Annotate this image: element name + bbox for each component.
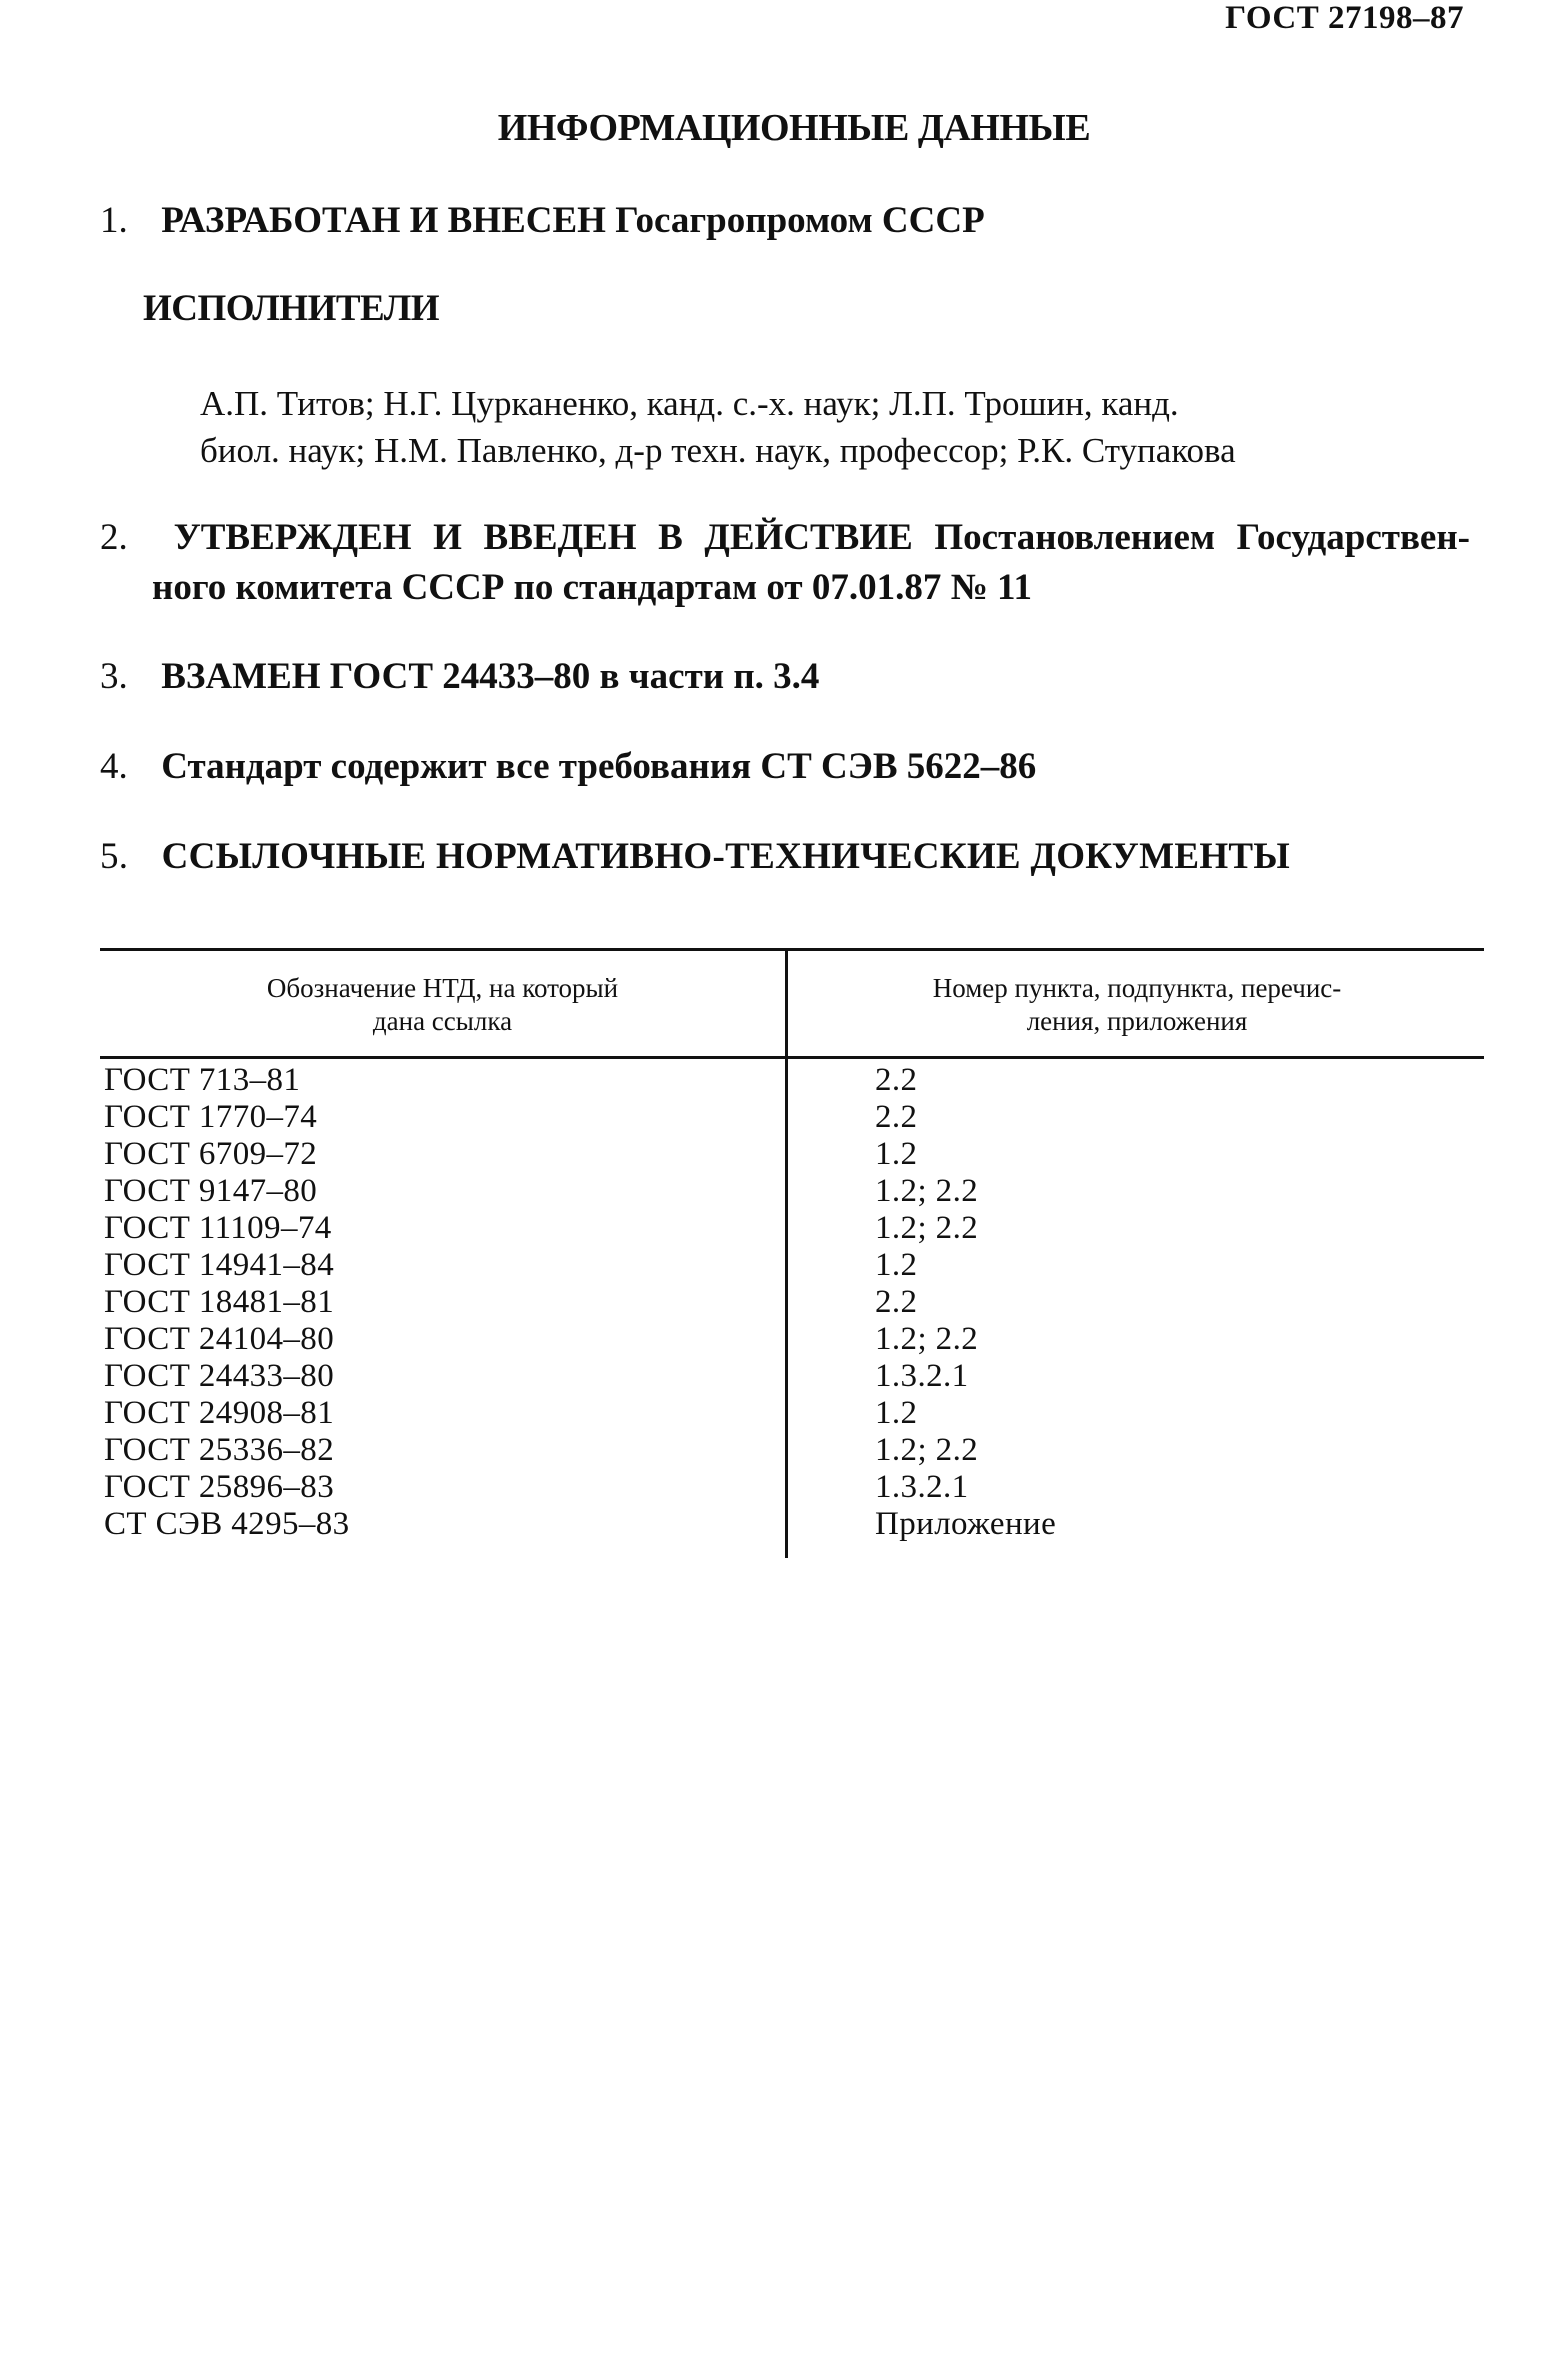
table-header-clause bbox=[790, 972, 1484, 1038]
table-row bbox=[100, 1136, 1484, 1173]
page-title: ИНФОРМАЦИОННЫЕ ДАННЫЕ bbox=[497, 107, 1091, 149]
header-line: Номер пункта, подпункта, перечис- bbox=[932, 973, 1342, 1003]
cell-clause: 1.3.2.1 bbox=[875, 1358, 969, 1394]
table-row bbox=[100, 1432, 1484, 1469]
header-line: Обозначение НТД, на который bbox=[266, 973, 619, 1003]
cell-document: СТ СЭВ 4295–83 bbox=[104, 1506, 350, 1542]
section-line bbox=[100, 513, 1470, 563]
executors-line: А.П. Титов; Н.Г. Цурканенко, канд. с.-х. наук; Л.П. Трошин, канд. bbox=[200, 384, 1179, 423]
cell-document: ГОСТ 25336–82 bbox=[104, 1432, 335, 1468]
table-row bbox=[100, 1247, 1484, 1284]
table-row bbox=[100, 1358, 1484, 1395]
cell-document: ГОСТ 11109–74 bbox=[104, 1210, 332, 1246]
cell-document: ГОСТ 24104–80 bbox=[104, 1321, 335, 1357]
section-number: 2. bbox=[100, 517, 128, 558]
header-line: ления, приложения bbox=[1026, 1006, 1248, 1036]
section-number: 4. bbox=[100, 746, 128, 787]
cell-clause: 1.2; 2.2 bbox=[875, 1210, 979, 1246]
cell-clause: 2.2 bbox=[875, 1099, 918, 1135]
section-text: ВЗАМЕН ГОСТ 24433–80 в части п. 3.4 bbox=[161, 656, 820, 697]
section-text-continued: ного комитета СССР по стандартам от 07.01.87 № 11 bbox=[152, 567, 1032, 608]
cell-clause: 1.2 bbox=[875, 1247, 918, 1283]
section-replaces bbox=[100, 652, 1468, 702]
document-number: ГОСТ 27198–87 bbox=[1225, 0, 1464, 36]
references-table bbox=[100, 948, 1484, 1558]
section-text: ССЫЛОЧНЫЕ НОРМАТИВНО-ТЕХНИЧЕСКИЕ ДОКУМЕНТЫ bbox=[161, 836, 1291, 877]
cell-clause: 1.2; 2.2 bbox=[875, 1321, 979, 1357]
cell-document: ГОСТ 24433–80 bbox=[104, 1358, 335, 1394]
table-row bbox=[100, 1321, 1484, 1358]
table-row bbox=[100, 1210, 1484, 1247]
section-number: 1. bbox=[100, 200, 128, 241]
table-row bbox=[100, 1173, 1484, 1210]
cell-clause: 1.2 bbox=[875, 1395, 918, 1431]
cell-document: ГОСТ 713–81 bbox=[104, 1062, 301, 1098]
table-body bbox=[100, 1062, 1484, 1543]
section-text: Госагропромом СССР bbox=[615, 200, 985, 241]
header-line: дана ссылка bbox=[372, 1006, 513, 1036]
table-top-rule bbox=[100, 948, 1484, 951]
cell-document: ГОСТ 25896–83 bbox=[104, 1469, 335, 1505]
section-label: УТВЕРЖДЕН И ВВЕДЕН В ДЕЙСТВИЕ bbox=[173, 517, 913, 558]
table-row bbox=[100, 1284, 1484, 1321]
executors-line: биол. наук; Н.М. Павленко, д-р техн. наук, профессор; Р.К. Ступакова bbox=[200, 431, 1236, 470]
section-number: 3. bbox=[100, 656, 128, 697]
cell-document: ГОСТ 9147–80 bbox=[104, 1173, 318, 1209]
section-requirements bbox=[100, 742, 1468, 792]
section-approved bbox=[100, 513, 1470, 613]
section-references bbox=[100, 832, 1468, 882]
table-row bbox=[100, 1099, 1484, 1136]
cell-document: ГОСТ 6709–72 bbox=[104, 1136, 318, 1172]
table-header-rule bbox=[100, 1056, 1484, 1059]
cell-clause: 1.3.2.1 bbox=[875, 1469, 969, 1505]
cell-clause: 1.2 bbox=[875, 1136, 918, 1172]
cell-document: ГОСТ 24908–81 bbox=[104, 1395, 335, 1431]
cell-document: ГОСТ 14941–84 bbox=[104, 1247, 335, 1283]
table-header-document bbox=[100, 972, 785, 1038]
executors-list bbox=[200, 380, 1468, 474]
section-developed-by bbox=[100, 196, 1468, 246]
section-text: Стандарт содержит все требования СТ СЭВ 5622–86 bbox=[161, 746, 1037, 787]
section-label: РАЗРАБОТАН И ВНЕСЕН bbox=[161, 200, 606, 241]
table-row bbox=[100, 1506, 1484, 1543]
section-text: Постановлением Государствен- bbox=[934, 517, 1470, 558]
cell-clause: 1.2; 2.2 bbox=[875, 1173, 979, 1209]
cell-clause: 2.2 bbox=[875, 1284, 918, 1320]
cell-document: ГОСТ 18481–81 bbox=[104, 1284, 335, 1320]
section-number: 5. bbox=[100, 836, 129, 877]
cell-document: ГОСТ 1770–74 bbox=[104, 1099, 318, 1135]
table-row bbox=[100, 1469, 1484, 1506]
cell-clause: 2.2 bbox=[875, 1062, 918, 1098]
cell-clause: 1.2; 2.2 bbox=[875, 1432, 979, 1468]
table-row bbox=[100, 1062, 1484, 1099]
cell-clause: Приложение bbox=[875, 1506, 1057, 1542]
table-row bbox=[100, 1395, 1484, 1432]
executors-heading: ИСПОЛНИТЕЛИ bbox=[143, 288, 440, 329]
